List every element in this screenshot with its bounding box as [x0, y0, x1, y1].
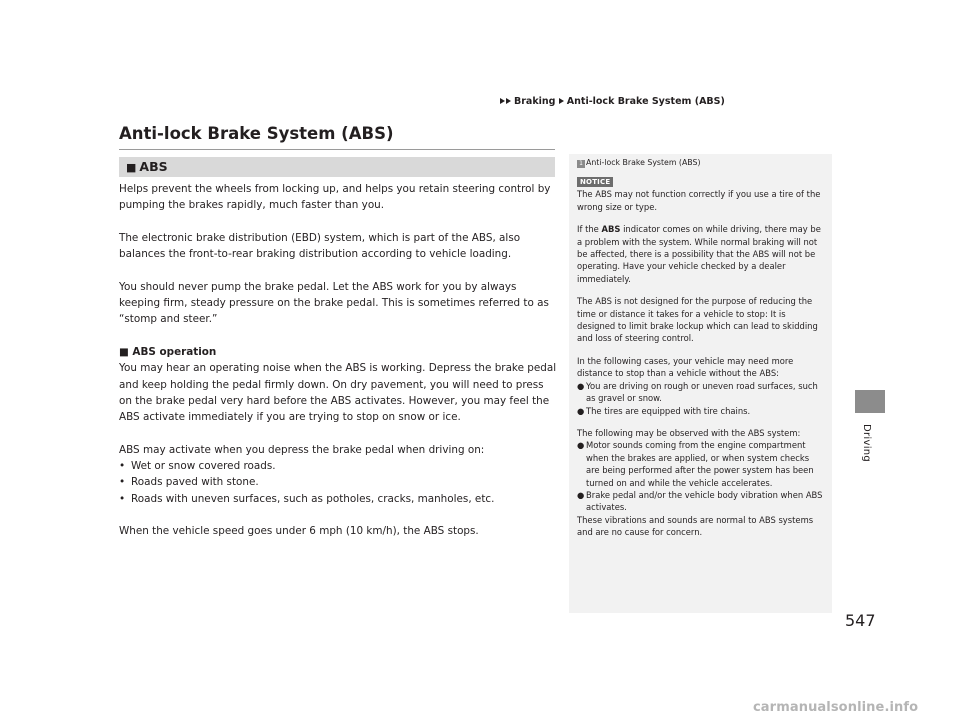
- abs-design-paragraph: The ABS is not designed for the purpose of reducing the time or distance it takes for a vehicle to stop: It is designed to limit brake lockup which can lead to skidding and loss of steering control.: [577, 296, 818, 344]
- section-marker-icon: ■: [126, 161, 137, 174]
- arrow-right-icon: [506, 98, 511, 104]
- abs-indicator-paragraph: If the ABS indicator comes on while driving, there may be a problem with the system. While normal braking will not be affected, there is a possibility that the ABS will not be operating. Have your vehicle checked by a dealer immediately.: [577, 224, 821, 284]
- list-item: • Wet or snow covered roads.: [119, 458, 557, 474]
- normal-vibration-paragraph: These vibrations and sounds are normal to ABS systems and are no cause for concern.: [577, 514, 814, 538]
- list-item: • Roads with uneven surfaces, such as potholes, cracks, manholes, etc.: [119, 491, 557, 507]
- paragraph-activate-conditions: ABS may activate when you depress the brake pedal when driving on:: [119, 443, 485, 456]
- title-divider: [119, 149, 555, 150]
- bullet-icon: ●: [577, 380, 585, 391]
- paragraph-ebd: The electronic brake distribution (EBD) system, which is part of the ABS, also balances the front-to-rear braking distribution according to vehicle loading.: [119, 231, 521, 261]
- bullet-icon: •: [119, 460, 126, 473]
- sidebar-note: [569, 154, 832, 613]
- chapter-tab: [855, 390, 885, 413]
- page-title: Anti-lock Brake System (ABS): [119, 124, 394, 143]
- subheading-abs-operation: ■ ABS operation: [119, 345, 217, 358]
- more-distance-paragraph: In the following cases, your vehicle may need more distance to stop than a vehicle without the ABS:: [577, 355, 794, 379]
- notice-badge: NOTICE: [577, 177, 613, 187]
- bullet-icon: •: [119, 492, 126, 505]
- paragraph-stomp-steer: You should never pump the brake pedal. Let the ABS work for you by always keeping firm, steady pressure on the brake pedal. This is sometimes referred to as “stomp and steer.”: [119, 280, 549, 326]
- paragraph-abs-intro: Helps prevent the wheels from locking up, and helps you retain steering control by pumping the brakes rapidly, much faster than you.: [119, 183, 551, 212]
- sidebar-reference: [577, 157, 824, 169]
- arrow-right-icon: [500, 98, 505, 104]
- list-item: ● The tires are equipped with tire chains.: [577, 405, 751, 416]
- observed-list: [577, 439, 824, 513]
- breadcrumb-abs: Anti-lock Brake System (ABS): [566, 96, 725, 107]
- observed-paragraph: The following may be observed with the ABS system:: [577, 427, 801, 438]
- abs-indicator-label: ABS: [601, 224, 621, 235]
- breadcrumb-braking: Braking: [514, 96, 556, 107]
- section-header-abs: [119, 157, 555, 177]
- page-number: 547: [845, 611, 876, 630]
- bullet-icon: ●: [577, 405, 585, 416]
- arrow-right-icon: [559, 98, 564, 104]
- paragraph-abs-operation: You may hear an operating noise when the ABS is working. Depress the brake pedal and keep holding the pedal firmly down. On dry pavement, you will need to press on the brake pedal very hard before the ABS activates. However, you may feel the ABS activate immediately if you are trying to stop on snow or ice.: [119, 362, 557, 424]
- paragraph-abs-stops: When the vehicle speed goes under 6 mph (10 km/h), the ABS stops.: [119, 525, 479, 538]
- condition-list: [119, 458, 557, 507]
- breadcrumb: [500, 96, 840, 107]
- bullet-icon: •: [119, 476, 126, 489]
- main-content: [119, 181, 557, 556]
- section-title: ABS: [139, 159, 168, 174]
- bullet-icon: ●: [577, 489, 585, 500]
- bullet-icon: ●: [577, 440, 585, 451]
- sidebar-reference-title: Anti-lock Brake System (ABS): [586, 158, 701, 167]
- distance-case-list: [577, 380, 824, 417]
- watermark: carmanualsonline.info: [753, 700, 919, 715]
- chapter-label: Driving: [861, 424, 872, 463]
- list-item: • Roads paved with stone.: [119, 474, 557, 490]
- notice-text: The ABS may not function correctly if you use a tire of the wrong size or type.: [577, 189, 821, 212]
- list-item: ● Motor sounds coming from the engine compartment when the brakes are applied, or when system checks are being performed after the power system has been turned on and while the vehicle accelerates.: [577, 440, 814, 488]
- list-item: ● Brake pedal and/or the vehicle body vibration when ABS activates.: [577, 489, 823, 513]
- list-item: ● You are driving on rough or uneven road surfaces, such as gravel or snow.: [577, 380, 818, 404]
- reference-number-icon: 1: [577, 160, 585, 168]
